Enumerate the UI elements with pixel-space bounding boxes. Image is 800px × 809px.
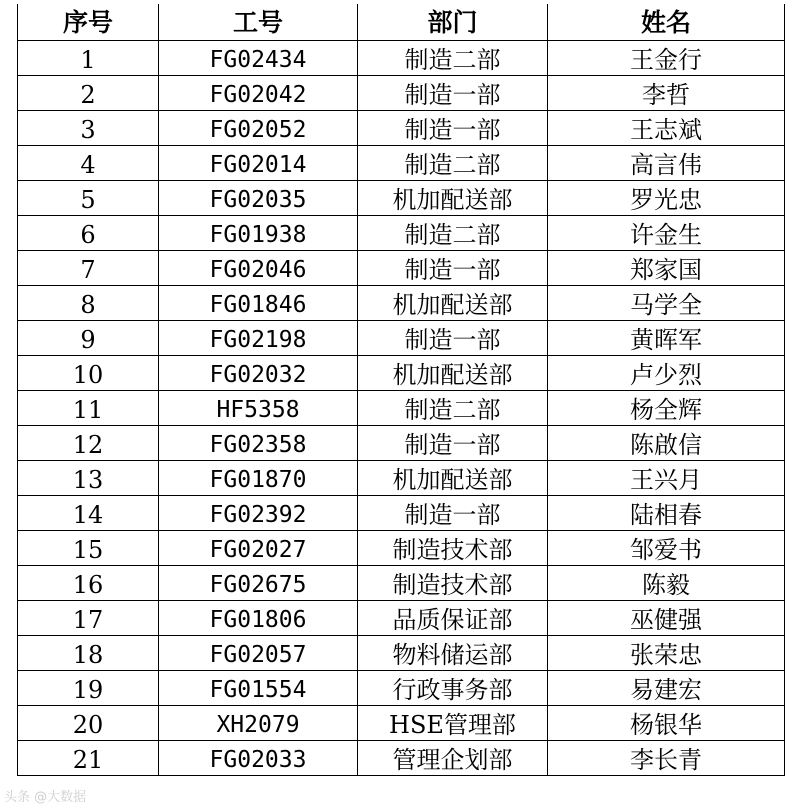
cell-employee-id[interactable]: FG01938 xyxy=(159,216,358,251)
cell-employee-id[interactable]: FG02032 xyxy=(159,356,358,391)
cell-name[interactable]: 王兴月 xyxy=(548,461,785,496)
cell-department[interactable]: 制造二部 xyxy=(358,391,548,426)
cell-name[interactable]: 陈毅 xyxy=(548,566,785,601)
table-row xyxy=(18,531,785,566)
table-row xyxy=(18,111,785,146)
cell-name[interactable]: 邹爱书 xyxy=(548,531,785,566)
cell-department[interactable]: 制造一部 xyxy=(358,321,548,356)
cell-name[interactable]: 马学全 xyxy=(548,286,785,321)
header-row xyxy=(18,5,785,41)
cell-name[interactable]: 罗光忠 xyxy=(548,181,785,216)
cell-name[interactable]: 许金生 xyxy=(548,216,785,251)
header-seq[interactable]: 序号 xyxy=(18,5,159,41)
cell-employee-id[interactable]: FG02014 xyxy=(159,146,358,181)
cell-employee-id[interactable]: FG02434 xyxy=(159,41,358,76)
cell-seq[interactable]: 16 xyxy=(18,566,159,601)
header-department[interactable]: 部门 xyxy=(358,5,548,41)
cell-seq[interactable]: 5 xyxy=(18,181,159,216)
cell-employee-id[interactable]: FG02392 xyxy=(159,496,358,531)
table-row xyxy=(18,41,785,76)
cell-name[interactable]: 易建宏 xyxy=(548,671,785,706)
cell-name[interactable]: 巫健强 xyxy=(548,601,785,636)
cell-employee-id[interactable]: HF5358 xyxy=(159,391,358,426)
cell-seq[interactable]: 12 xyxy=(18,426,159,461)
table-row xyxy=(18,636,785,671)
cell-seq[interactable]: 2 xyxy=(18,76,159,111)
table-row xyxy=(18,216,785,251)
header-employee-id[interactable]: 工号 xyxy=(159,5,358,41)
cell-department[interactable]: 制造一部 xyxy=(358,426,548,461)
cell-employee-id[interactable]: FG02042 xyxy=(159,76,358,111)
cell-employee-id[interactable]: XH2079 xyxy=(159,706,358,741)
cell-seq[interactable]: 19 xyxy=(18,671,159,706)
cell-department[interactable]: HSE管理部 xyxy=(358,706,548,741)
cell-department[interactable]: 物料储运部 xyxy=(358,636,548,671)
cell-department[interactable]: 制造技术部 xyxy=(358,531,548,566)
cell-employee-id[interactable]: FG02675 xyxy=(159,566,358,601)
cell-name[interactable]: 黄晖军 xyxy=(548,321,785,356)
cell-department[interactable]: 制造二部 xyxy=(358,146,548,181)
cell-name[interactable]: 杨银华 xyxy=(548,706,785,741)
cell-employee-id[interactable]: FG02358 xyxy=(159,426,358,461)
cell-seq[interactable]: 18 xyxy=(18,636,159,671)
table-row xyxy=(18,461,785,496)
cell-seq[interactable]: 11 xyxy=(18,391,159,426)
cell-department[interactable]: 机加配送部 xyxy=(358,356,548,391)
cell-employee-id[interactable]: FG01870 xyxy=(159,461,358,496)
table-row xyxy=(18,76,785,111)
cell-name[interactable]: 高言伟 xyxy=(548,146,785,181)
cell-seq[interactable]: 6 xyxy=(18,216,159,251)
cell-seq[interactable]: 8 xyxy=(18,286,159,321)
cell-name[interactable]: 卢少烈 xyxy=(548,356,785,391)
cell-employee-id[interactable]: FG02198 xyxy=(159,321,358,356)
cell-name[interactable]: 王志斌 xyxy=(548,111,785,146)
cell-name[interactable]: 郑家国 xyxy=(548,251,785,286)
cell-department[interactable]: 机加配送部 xyxy=(358,461,548,496)
cell-name[interactable]: 杨全辉 xyxy=(548,391,785,426)
cell-seq[interactable]: 4 xyxy=(18,146,159,181)
cell-seq[interactable]: 17 xyxy=(18,601,159,636)
cell-department[interactable]: 机加配送部 xyxy=(358,286,548,321)
cell-department[interactable]: 制造一部 xyxy=(358,76,548,111)
table-row xyxy=(18,391,785,426)
header-name[interactable]: 姓名 xyxy=(548,5,785,41)
table-row xyxy=(18,181,785,216)
cell-name[interactable]: 李哲 xyxy=(548,76,785,111)
cell-department[interactable]: 行政事务部 xyxy=(358,671,548,706)
cell-employee-id[interactable]: FG01554 xyxy=(159,671,358,706)
cell-employee-id[interactable]: FG02027 xyxy=(159,531,358,566)
cell-seq[interactable]: 1 xyxy=(18,41,159,76)
cell-seq[interactable]: 20 xyxy=(18,706,159,741)
table-row xyxy=(18,671,785,706)
cell-employee-id[interactable]: FG02057 xyxy=(159,636,358,671)
watermark-text: 头条 @大数据 xyxy=(4,790,87,805)
cell-seq[interactable]: 10 xyxy=(18,356,159,391)
table-row xyxy=(18,356,785,391)
cell-department[interactable]: 制造一部 xyxy=(358,111,548,146)
employee-table xyxy=(17,4,785,776)
cell-department[interactable]: 制造技术部 xyxy=(358,566,548,601)
table-row xyxy=(18,496,785,531)
cell-department[interactable]: 制造一部 xyxy=(358,251,548,286)
cell-department[interactable]: 制造二部 xyxy=(358,41,548,76)
table-row xyxy=(18,251,785,286)
cell-employee-id[interactable]: FG02035 xyxy=(159,181,358,216)
cell-name[interactable]: 李长青 xyxy=(548,741,785,776)
cell-name[interactable]: 张荣忠 xyxy=(548,636,785,671)
table-row xyxy=(18,706,785,741)
cell-employee-id[interactable]: FG02033 xyxy=(159,741,358,776)
table-row xyxy=(18,321,785,356)
cell-seq[interactable]: 15 xyxy=(18,531,159,566)
cell-seq[interactable]: 14 xyxy=(18,496,159,531)
table-row xyxy=(18,146,785,181)
cell-department[interactable]: 制造二部 xyxy=(358,216,548,251)
cell-seq[interactable]: 21 xyxy=(18,741,159,776)
cell-department[interactable]: 品质保证部 xyxy=(358,601,548,636)
table-row xyxy=(18,566,785,601)
table-row xyxy=(18,286,785,321)
cell-department[interactable]: 制造一部 xyxy=(358,496,548,531)
cell-seq[interactable]: 13 xyxy=(18,461,159,496)
cell-department[interactable]: 管理企划部 xyxy=(358,741,548,776)
cell-name[interactable]: 陈啟信 xyxy=(548,426,785,461)
cell-seq[interactable]: 9 xyxy=(18,321,159,356)
cell-seq[interactable]: 7 xyxy=(18,251,159,286)
cell-name[interactable]: 陆相春 xyxy=(548,496,785,531)
cell-employee-id[interactable]: FG01846 xyxy=(159,286,358,321)
cell-seq[interactable]: 3 xyxy=(18,111,159,146)
table-row xyxy=(18,601,785,636)
cell-employee-id[interactable]: FG02052 xyxy=(159,111,358,146)
cell-employee-id[interactable]: FG01806 xyxy=(159,601,358,636)
cell-employee-id[interactable]: FG02046 xyxy=(159,251,358,286)
cell-department[interactable]: 机加配送部 xyxy=(358,181,548,216)
table-row xyxy=(18,741,785,776)
table-row xyxy=(18,426,785,461)
cell-name[interactable]: 王金行 xyxy=(548,41,785,76)
